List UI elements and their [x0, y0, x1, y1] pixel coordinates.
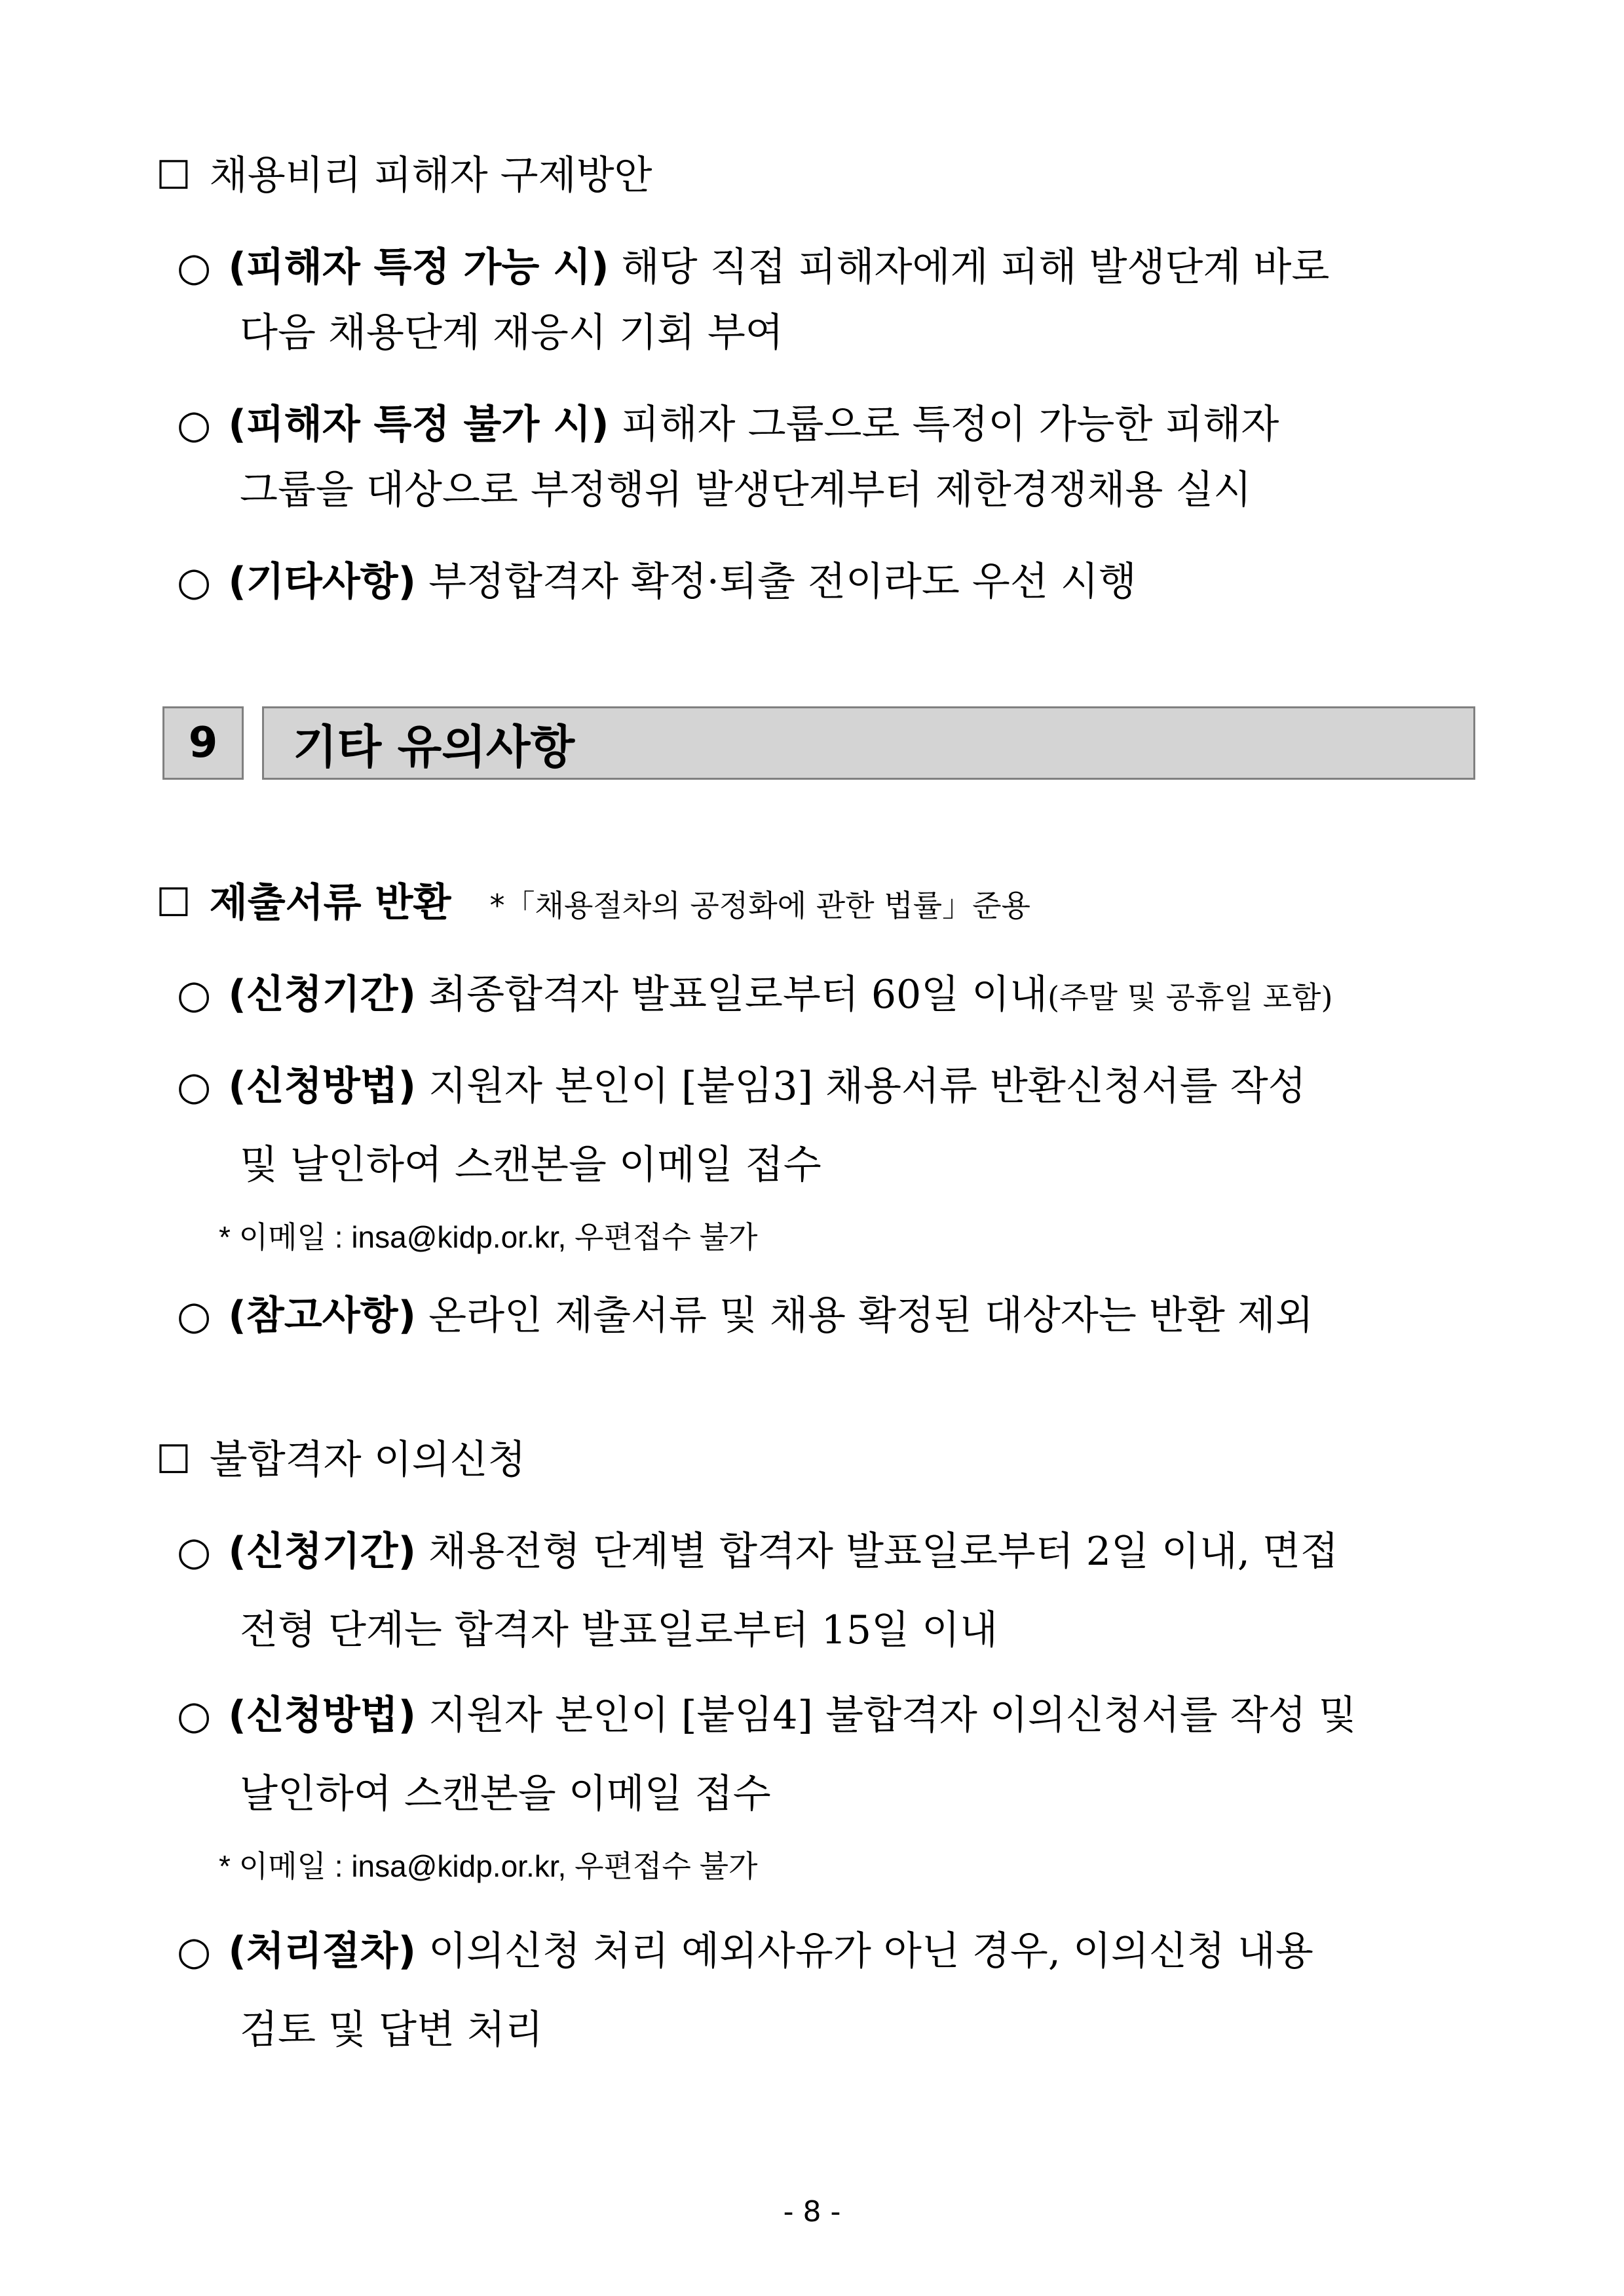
list-item-continuation: 전형 단계는 합격자 발표일로부터 15일 이내 — [240, 1607, 998, 1653]
section-heading: ☐ 제출서류 반환 *「채용절차의 공정화에 관한 법률」준용 — [156, 880, 1030, 926]
circle-bullet-icon: ○ — [177, 402, 212, 448]
circle-bullet-icon: ○ — [177, 244, 212, 290]
list-item: ○ (신청기간) 최종합격자 발표일로부터 60일 이내(주말 및 공휴일 포함) — [177, 972, 1333, 1018]
circle-bullet-icon: ○ — [177, 972, 212, 1018]
email-note: * 이메일 : insa@kidp.or.kr, 우편접수 불가 — [219, 1849, 758, 1883]
section-heading: ☐ 채용비리 피해자 구제방안 — [156, 153, 652, 199]
circle-bullet-icon: ○ — [177, 559, 212, 605]
section-title: 기타 유의사항 — [262, 706, 1475, 780]
page-number: - 8 - — [783, 2195, 841, 2229]
circle-bullet-icon: ○ — [177, 1928, 212, 1974]
list-item: ○ (기타사항) 부정합격자 확정·퇴출 전이라도 우선 시행 — [177, 559, 1137, 605]
section-heading: ☐ 불합격자 이의신청 — [156, 1437, 526, 1483]
list-item: ○ (피해자 특정 불가 시) 피해자 그룹으로 특정이 가능한 피해자 — [177, 402, 1279, 448]
circle-bullet-icon: ○ — [177, 1693, 212, 1738]
email-note: * 이메일 : insa@kidp.or.kr, 우편접수 불가 — [219, 1220, 758, 1254]
list-item: ○ (처리절차) 이의신청 처리 예외사유가 아닌 경우, 이의신청 내용 — [177, 1928, 1313, 1974]
list-item-continuation: 다음 채용단계 재응시 기회 부여 — [240, 310, 784, 356]
list-item: ○ (피해자 특정 가능 시) 해당 직접 피해자에게 피해 발생단계 바로 — [177, 244, 1330, 290]
list-item-continuation: 날인하여 스캔본을 이메일 접수 — [240, 1771, 771, 1817]
square-bullet-icon: ☐ — [156, 880, 191, 926]
circle-bullet-icon: ○ — [177, 1293, 212, 1339]
square-bullet-icon: ☐ — [156, 153, 191, 199]
square-bullet-icon: ☐ — [156, 1437, 191, 1483]
list-item: ○ (참고사항) 온라인 제출서류 및 채용 확정된 대상자는 반환 제외 — [177, 1293, 1313, 1339]
list-item-continuation: 검토 및 답변 처리 — [240, 2007, 543, 2053]
list-item: ○ (신청방법) 지원자 본인이 [붙임4] 불합격자 이의신청서를 작성 및 — [177, 1693, 1357, 1738]
list-item: ○ (신청기간) 채용전형 단계별 합격자 발표일로부터 2일 이내, 면접 — [177, 1529, 1338, 1575]
list-item-continuation: 그룹을 대상으로 부정행위 발생단계부터 제한경쟁채용 실시 — [240, 467, 1252, 513]
section-number: 9 — [162, 706, 244, 780]
list-item: ○ (신청방법) 지원자 본인이 [붙임3] 채용서류 반환신청서를 작성 — [177, 1063, 1306, 1109]
heading-note: *「채용절차의 공정화에 관한 법률」준용 — [489, 888, 1030, 923]
circle-bullet-icon: ○ — [177, 1063, 212, 1109]
circle-bullet-icon: ○ — [177, 1529, 212, 1575]
list-item-continuation: 및 날인하여 스캔본을 이메일 접수 — [240, 1142, 821, 1188]
